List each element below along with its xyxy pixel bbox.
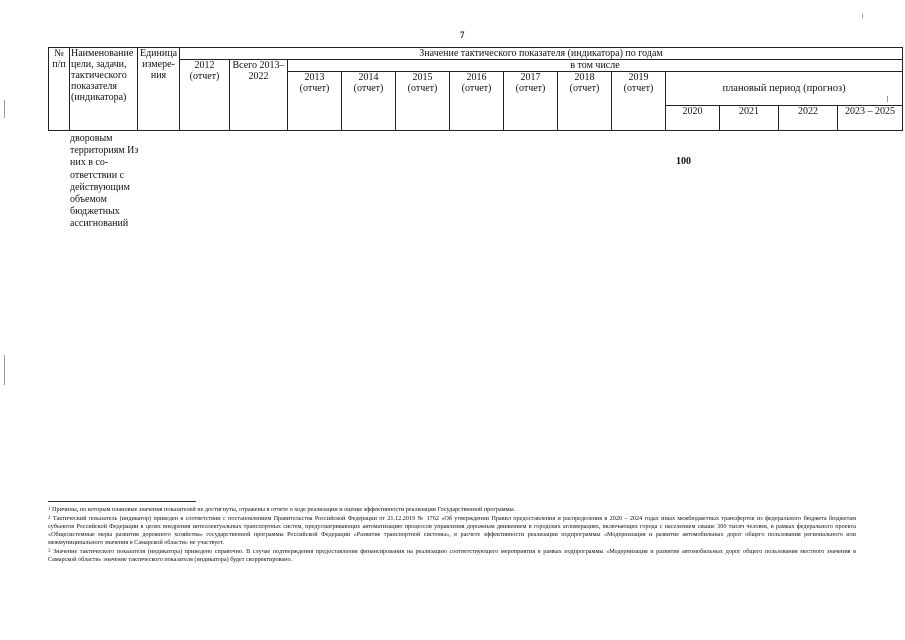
- col-2020-header: 2020: [666, 106, 720, 131]
- col-2017-header: 2017 (отчет): [504, 72, 558, 131]
- page-number: 7: [460, 30, 465, 40]
- scan-speck: [4, 100, 5, 118]
- footnote-2: $^2$ Тактический показатель (индикатор) приведен в соответствии с постановлением Правительства Российской Федерации от 21.12.2019 № 1762 «Об утверждении Правил предоставления и распределения в 2020 – 2024 годах иных межбюджетных трансфертов из федерального бюджета бюджетам субъектов Российской Федерации в целях внедрения интеллектуальных транспортных систем, предусматривающих автоматизацию процессов управления дорожным движением в городских агломерациях, включающих города с населением свыше 300 тысяч человек, в рамках федерального проекта «Общесистемные меры развития дорожного хозяйства» государственной программы Российской Федерации «Развитие транспортной системы», в расчете эффективности реализации подпрограммы «Модернизация и развитие автомобильных дорог общего пользования регионального или межмуниципального значения в Самарской области» не участвует.: [48, 515, 857, 546]
- col-plan-header: плановый период (прогноз): [666, 72, 903, 106]
- col-2018-header: 2018 (отчет): [558, 72, 612, 131]
- scan-speck: [887, 96, 888, 102]
- col-name-header: Наименование цели, задачи, тактического показателя (индикатора): [70, 48, 138, 131]
- indicator-name-continuation: дворовым территориям Из них в со-ответствии с действующим объемом бюджетных ассигнований: [70, 133, 139, 230]
- footnote-1: $^1$ Причины, по которым плановые значения показателей не достигнуты, отражены в отчете о ходе реализации и оценке эффективности реализации Государственной программы.: [48, 506, 516, 513]
- col-2015-header: 2015 (отчет): [396, 72, 450, 131]
- value-2020: 100: [676, 156, 691, 167]
- col-incl-header: в том числе: [288, 60, 903, 72]
- footnotes: [48, 506, 856, 565]
- footnote-divider: [48, 501, 196, 502]
- col-group-header: Значение тактического показателя (индикатора) по годам: [180, 48, 903, 60]
- col-2023-header: 2023 – 2025: [838, 106, 903, 131]
- col-2022-header: 2022: [779, 106, 838, 131]
- scan-speck: [4, 355, 5, 385]
- col-2013-header: 2013 (отчет): [288, 72, 342, 131]
- scan-speck: [862, 14, 863, 18]
- col-num-header: № п/п: [49, 48, 70, 131]
- indicator-table-header: [48, 47, 903, 131]
- col-2021-header: 2021: [720, 106, 779, 131]
- col-2016-header: 2016 (отчет): [450, 72, 504, 131]
- col-total-header: Всего 2013–2022: [230, 60, 288, 131]
- col-2012-header: 2012 (отчет): [180, 60, 230, 131]
- col-2019-header: 2019 (отчет): [612, 72, 666, 131]
- footnote-3: $^3$ Значение тактического показателя (индикатора) приведено справочно. В случае подтверждения предоставления финансирования на реализацию соответствующего мероприятия в рамках подпрограммы «Модернизация и развитие автомобильных дорог общего пользования местного значения в Самарской области» значение тактического показателя (индикатора) будет скорректировано.: [48, 548, 856, 563]
- col-unit-header: Единица измере-ния: [138, 48, 180, 131]
- col-2014-header: 2014 (отчет): [342, 72, 396, 131]
